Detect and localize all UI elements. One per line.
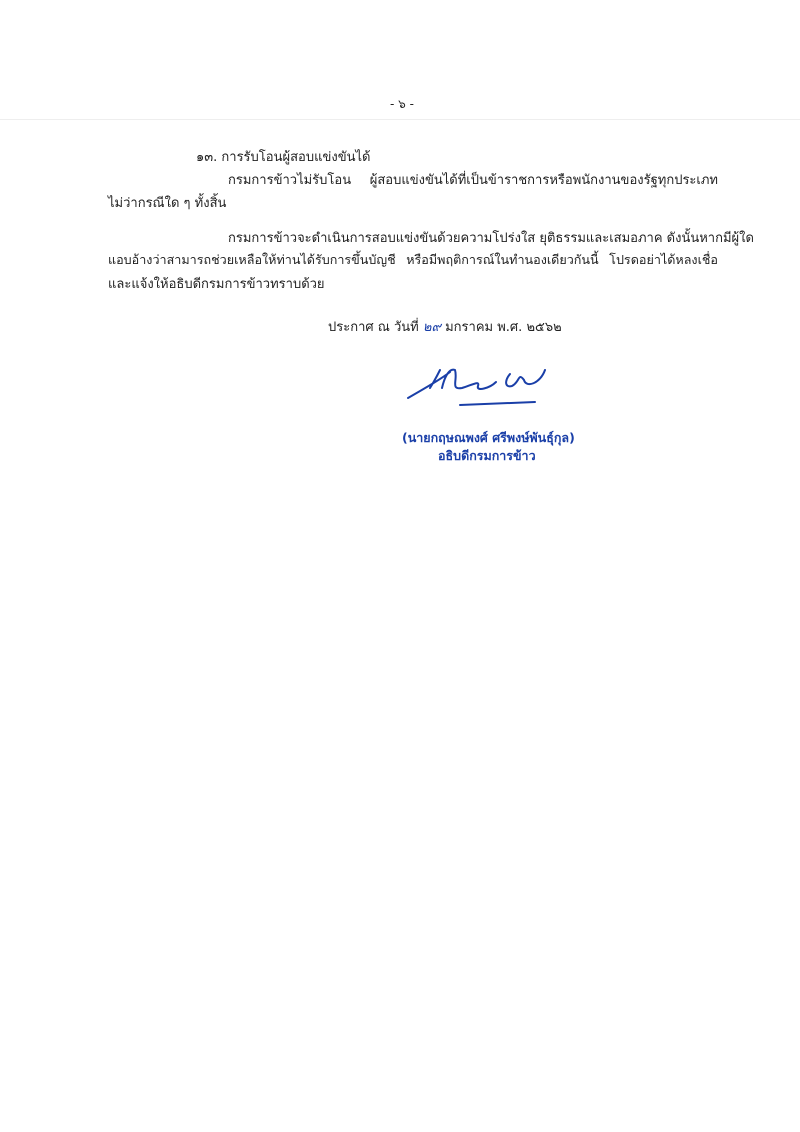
notice-line: และแจ้งให้อธิบดีกรมการข้าวทราบด้วย [108,277,325,292]
section-heading: ๑๓. การรับโอนผู้สอบแข่งขันได้ [196,150,371,165]
page-number: - ๖ - [390,97,414,111]
section-paragraph-line: กรมการข้าวไม่รับโอน ผู้สอบแข่งขันได้ที่เป็นข้าราชการหรือพนักงานของรัฐทุกประเภท [228,173,718,188]
announcement-suffix: มกราคม พ.ศ. ๒๕๖๒ [445,320,562,335]
divider [0,119,800,120]
handwritten-day: ๒๙ [422,320,441,335]
notice-line: แอบอ้างว่าสามารถช่วยเหลือให้ท่านได้รับการขึ้นบัญชี หรือมีพฤติการณ์ในทำนองเดียวกันนี้ โปรดอย่าได้หลงเชื่อ [108,252,718,267]
signatory-name: (นายกฤษณพงศ์ ศรีพงษ์พันธุ์กุล) [402,430,575,445]
signatory-title: อธิบดีกรมการข้าว [438,448,536,463]
signature [400,360,560,415]
section-paragraph-line: ไม่ว่ากรณีใด ๆ ทั้งสิ้น [108,196,227,211]
notice-line: กรมการข้าวจะดำเนินการสอบแข่งขันด้วยความโปร่งใส ยุติธรรมและเสมอภาค ดังนั้นหากมีผู้ใด [228,231,754,246]
announcement-date [328,316,562,337]
announcement-prefix: ประกาศ ณ วันที่ [328,320,419,335]
